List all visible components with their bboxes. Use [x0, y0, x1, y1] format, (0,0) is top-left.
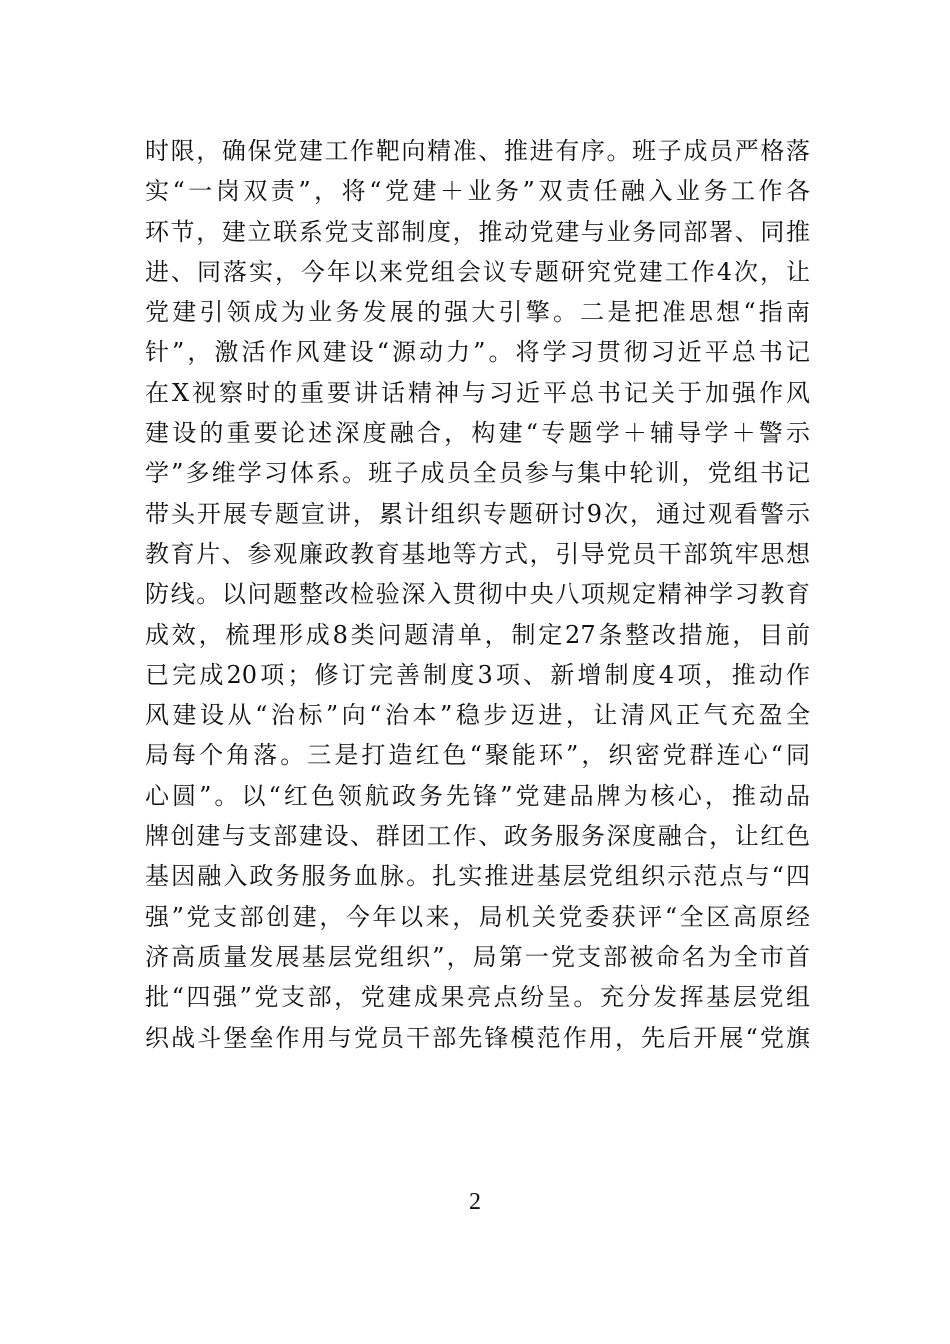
text-line: 建设的重要论述深度融合，构建“专题学＋辅导学＋警示	[145, 419, 810, 448]
body-text	[145, 131, 810, 1058]
text-line: 已完成20项；修订完善制度3项、新增制度4项，推动作	[145, 660, 810, 689]
text-line: 带头开展专题宣讲，累计组织专题研讨9次，通过观看警示	[145, 499, 810, 528]
text-line: 时限，确保党建工作靶向精准、推进有序。班子成员严格落	[145, 137, 810, 165]
text-line: 济高质量发展基层党组织”，局第一党支部被命名为全市首	[145, 942, 810, 971]
text-line: 成效，梳理形成8类问题清单，制定27条整改措施，目前	[145, 620, 810, 649]
text-line: 进、同落实，今年以来党组会议专题研究党建工作4次，让	[145, 257, 810, 286]
text-line: 在X视察时的重要讲话精神与习近平总书记关于加强作风	[145, 378, 810, 407]
text-line: 教育片、参观廉政教育基地等方式，引导党员干部筑牢思想	[145, 539, 810, 568]
text-line: 防线。以问题整改检验深入贯彻中央八项规定精神学习教育	[145, 580, 810, 609]
text-line: 针”，激活作风建设“源动力”。将学习贯彻习近平总书记	[145, 338, 810, 367]
text-line: 批“四强”党支部，党建成果亮点纷呈。充分发挥基层党组	[145, 983, 810, 1012]
text-line: 局每个角落。三是打造红色“聚能环”，织密党群连心“同	[145, 741, 810, 770]
page-number: 2	[469, 1189, 481, 1215]
text-line: 党建引领成为业务发展的强大引擎。二是把准思想“指南	[145, 298, 810, 327]
text-line: 环节，建立联系党支部制度，推动党建与业务同部署、同推	[145, 217, 810, 246]
text-line: 织战斗堡垒作用与党员干部先锋模范作用，先后开展“党旗	[145, 1023, 810, 1052]
text-line: 学”多维学习体系。班子成员全员参与集中轮训，党组书记	[145, 459, 810, 488]
text-line: 强”党支部创建，今年以来，局机关党委获评“全区高原经	[145, 902, 810, 931]
text-line: 牌创建与支部建设、群团工作、政务服务深度融合，让红色	[145, 822, 810, 851]
text-line: 实“一岗双责”，将“党建＋业务”双责任融入业务工作各	[145, 177, 810, 206]
text-line: 风建设从“治标”向“治本”稳步迈进，让清风正气充盈全	[145, 701, 810, 730]
text-line: 基因融入政务服务血脉。扎实推进基层党组织示范点与“四	[145, 862, 810, 891]
text-line: 心圆”。以“红色领航政务先锋”党建品牌为核心，推动品	[145, 781, 810, 810]
